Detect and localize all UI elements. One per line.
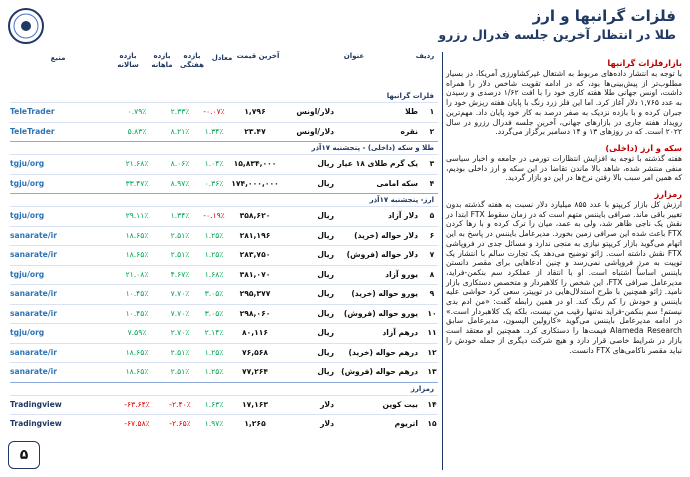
table-row: [10, 245, 438, 265]
row-number: ۱۴: [427, 399, 437, 409]
row-title: درهم حواله (فروش): [341, 367, 418, 376]
row-number: ۶: [429, 230, 435, 240]
company-logo-icon: [6, 6, 46, 46]
row-number: ۳: [429, 159, 435, 168]
row-source: Tradingview: [10, 399, 62, 409]
row-weekly-return: ۱.۲۵٪: [204, 250, 224, 259]
row-unit: دلار: [320, 419, 334, 428]
page-title: فلزات گرانبها و ارز: [532, 7, 676, 25]
row-weekly-return: ۳.۰۵٪: [204, 289, 224, 298]
table-header: [10, 52, 438, 90]
table-row: [10, 206, 438, 226]
row-price: ۷۶,۵۶۸: [241, 347, 269, 357]
row-unit: ریال: [317, 230, 334, 240]
row-title: دلار حواله (خرید): [354, 230, 418, 240]
table-row: [10, 414, 438, 434]
row-yearly-return: ۱۰.۴۵٪: [125, 289, 149, 298]
row-weekly-return: ۱.۳۴٪: [204, 126, 224, 136]
row-source: sanarate/ir: [10, 230, 57, 240]
col-source-header: منبع: [50, 54, 66, 62]
commentary-body-coin-fx: هفته گذشته با توجه به افزایش انتظارات تورمی در جامعه و اخبار سیاسی منفی منتشر شده، شاهد بالا ماندن تقاضا در این سکه و ارز داخلی بودیم، که همین امر سبب بالا رفتن نرخ‌ها در این دو بازار گردید.: [446, 153, 682, 183]
row-source: TeleTrader: [10, 126, 55, 136]
row-yearly-return: ۲۹.۱۱٪: [125, 211, 149, 220]
section-title: فلزات گرانبها: [386, 92, 434, 100]
row-yearly-return: ۱۸.۶۵٪: [125, 367, 149, 376]
page-header: [438, 6, 676, 44]
table-row: [10, 304, 438, 324]
row-price: ۳۵۸,۶۲۰: [239, 211, 271, 220]
col-week-header: بازده هفتگی: [180, 52, 204, 69]
row-source: TeleTrader: [10, 107, 55, 116]
row-title: دلار آزاد: [387, 211, 418, 220]
row-unit: ریال: [317, 211, 334, 220]
row-weekly-return: ۱.۰۴٪: [204, 159, 224, 168]
row-unit: دلار/اونس: [296, 107, 334, 116]
row-number: ۱۳: [427, 367, 437, 376]
col-year-header: بازده سالانه: [117, 52, 139, 69]
row-monthly-return: ۷.۷۰٪: [170, 308, 190, 318]
section-title: ارز- پنجشنبه ۱۷آذر: [10, 193, 438, 206]
table-row: [10, 102, 438, 122]
row-number: ۱۱: [427, 328, 437, 337]
row-yearly-return: ۵.۸۳٪: [127, 126, 147, 136]
row-number: ۵: [429, 211, 435, 220]
row-title: یک گرم طلای ۱۸ عیار: [337, 159, 418, 168]
row-monthly-return: ۲.۵۱٪: [170, 367, 190, 376]
table-body: [10, 90, 438, 434]
row-unit: ریال: [317, 269, 334, 279]
row-unit: ریال: [317, 178, 334, 188]
row-monthly-return: ۸.۰۶٪: [170, 159, 190, 168]
row-weekly-return: -۰.۰۷٪: [203, 107, 225, 116]
table-row: [10, 284, 438, 304]
page-number: ۵: [8, 441, 40, 469]
table-row: [10, 323, 438, 343]
table-row: [10, 343, 438, 363]
row-unit: ریال: [317, 159, 334, 168]
row-price: ۸۰,۱۱۶: [241, 328, 269, 337]
row-source: sanarate/ir: [10, 289, 57, 298]
row-weekly-return: ۱.۶۸٪: [204, 269, 224, 279]
row-number: ۱: [429, 107, 435, 116]
row-number: ۱۰: [427, 308, 437, 318]
row-unit: ریال: [317, 250, 334, 259]
row-yearly-return: ۱۸.۶۵٪: [125, 230, 149, 240]
row-number: ۱۲: [427, 347, 437, 357]
column-divider: [442, 52, 443, 470]
col-name-header: عنوان: [343, 52, 365, 60]
row-source: tgju/org: [10, 269, 45, 279]
row-title: درهم حواله (خرید): [348, 347, 418, 357]
row-monthly-return: -۲.۶۵٪: [169, 419, 191, 428]
row-number: ۲: [429, 126, 435, 136]
page-subtitle: طلا در انتظار آخرین جلسه فدرال رزرو: [438, 27, 676, 42]
row-monthly-return: ۱.۳۴٪: [170, 211, 190, 220]
row-unit: ریال: [317, 289, 334, 298]
row-number: ۱۵: [427, 419, 437, 428]
row-title: یورو آزاد: [385, 269, 418, 279]
row-weekly-return: ۱.۶۳٪: [204, 399, 224, 409]
row-price: ۱۵,۸۳۴,۰۰۰: [233, 159, 277, 168]
table-row: [10, 154, 438, 174]
row-weekly-return: ۳.۰۵٪: [204, 308, 224, 318]
row-number: ۹: [429, 289, 435, 298]
commentary-body-metals: با توجه به انتشار داده‌های مربوط به اشتغال غیرکشاورزی آمریکا، در بسیار مطلوب‌تر از پیش‌بینی‌ها بود، که در ادامه تقویت شاخص دلار را همراه داشت، اونس جهانی طلا هفته کاری خود را با افت ۱/۶۲ درصدی و رسیدن به عدد ۱,۷۶۵ دلار آغاز کرد. اما این فلز زرد رنگ با پایان هفته ریزش خود را جبران کرده و با بازده نزدیک به صفر درصد به کار خود پایان داد. مهم‌ترین رویداد هفته جاری در بازارهای جهانی، آخرین جلسه فدرال رزرو در سال ۲۰۲۲ است. که در روزهای ۱۳ و ۱۴ دسامبر برگزار می‌گردد.: [446, 69, 682, 137]
row-price: ۳۸۱,۰۷۰: [239, 269, 271, 279]
row-unit: دلار: [320, 399, 334, 409]
row-unit: ریال: [317, 308, 334, 318]
row-weekly-return: ۲.۱۴٪: [204, 328, 224, 337]
row-monthly-return: ۸.۲۱٪: [170, 126, 190, 136]
row-weekly-return: ۱.۲۵٪: [204, 347, 224, 357]
row-unit: ریال: [317, 367, 334, 376]
row-price: ۱,۲۶۵: [244, 419, 266, 428]
table-row: [10, 362, 438, 382]
section-title: طلا و سکه (داخلی) - پنجشنبه ۱۷آذر: [10, 141, 438, 154]
row-price: ۱۷۴,۰۰۰,۰۰۰: [231, 178, 279, 188]
row-source: tgju/org: [10, 211, 45, 220]
row-price: ۲۸۱,۱۹۶: [239, 230, 271, 240]
commentary-column: [446, 58, 682, 361]
row-monthly-return: ۲.۵۱٪: [170, 250, 190, 259]
row-price: ۱,۷۹۶: [244, 107, 266, 116]
row-unit: ریال: [317, 328, 334, 337]
row-source: sanarate/ir: [10, 308, 57, 318]
row-number: ۸: [429, 269, 435, 279]
row-monthly-return: -۲.۴۰٪: [169, 399, 191, 409]
market-table: [10, 52, 438, 434]
row-title: نقره: [400, 126, 418, 136]
row-monthly-return: ۲.۵۱٪: [170, 230, 190, 240]
commentary-heading-crypto: رمزارز: [654, 189, 682, 200]
row-title: یورو حواله (خرید): [351, 289, 418, 298]
row-price: ۲۸۳,۷۵۰: [239, 250, 271, 259]
row-monthly-return: ۲.۷۰٪: [170, 328, 190, 337]
row-title: دلار حواله (فروش): [346, 250, 418, 259]
row-source: tgju/org: [10, 159, 45, 168]
row-weekly-return: ۰.۳۶٪: [204, 178, 224, 188]
section-title: رمزارز: [10, 382, 438, 395]
table-row: [10, 174, 438, 194]
table-row: [10, 122, 438, 142]
row-monthly-return: ۲.۵۱٪: [170, 347, 190, 357]
row-source: tgju/org: [10, 328, 45, 337]
row-yearly-return: ۲۱.۰۸٪: [125, 269, 149, 279]
commentary-body-crypto: ارزش کل بازار کریپتو با عدد ۸۵۵ میلیارد دلار نسبت به هفته گذشته بدون تغییر باقی ماند. صرافی بایننس متهم است که در زمان سقوط FTX ابتدا در نقش یک ناجی ظاهر شد، ولی به عمد، میان را ترک کرده و با رها کردن FTX باعث شده این صرافی زمین بخورد. مدیرعامل بایننس در پاسخ به این اتهام می‌گوید بازار کریپتو نیازی به منجی ندارد و مسائل جدی در فروپاشی FTX نقش داشته است. ژائو توضیح می‌دهد یک تجارت سالم با انتشار یک توییت به مرز فروپاشی نمی‌رسد و چنین ادعاهایی برای مقصر دانستن بایننس اساساً اشتباه است. او با انتقاد از عملکرد سم بنکمن-فرايد، مدیرعامل صرافی FTX، این شخص را کلاهبردار و متخصص دستکاری بازار نامید. ژائو همچنین با طرح استدلال‌هایی در توییتر، سعی کرد حواشی علیه بایننس و خودش را کم رنگ کند. او در همین رابطه گفت: «من ادم بدی نیستم! سم بنکمن-فراید نه‌تنها رقیب من نیست، بلکه یک کلاهبردار است.» در ادامه مدیرعامل بایننس می‌گوید «کارولین الیسون، مدیرعامل سابق Alameda Research فیمت‌ها را دستکاری کرد. همچنین او معتقد است بازار در شرایط خاصی قرار دارد و هیچ شرکت دیگری از جمله خودش را نباید مقصر ناکامی‌های FTX دانست.: [446, 200, 682, 355]
row-title: یورو حواله (فروش): [343, 308, 418, 318]
row-price: ۲۹۵,۳۷۷: [239, 289, 271, 298]
table-row: [10, 226, 438, 246]
row-yearly-return: ۱۸.۶۵٪: [125, 250, 149, 259]
col-price-header: آخرین قیمت: [236, 52, 280, 60]
commentary-heading-metals: بازارفلزات گرانبها: [607, 58, 682, 68]
row-source: sanarate/ir: [10, 347, 57, 357]
row-yearly-return: ۰.۷۹٪: [127, 107, 147, 116]
row-number: ۴: [429, 178, 435, 188]
row-monthly-return: ۲.۳۳٪: [170, 107, 190, 116]
row-yearly-return: -۶۳.۶۴٪: [124, 399, 150, 409]
col-unit-header: معادل: [211, 54, 233, 62]
row-source: sanarate/ir: [10, 367, 57, 376]
row-weekly-return: -۰.۱۹٪: [203, 211, 225, 220]
row-number: ۷: [429, 250, 435, 259]
row-monthly-return: ۴.۶۷٪: [170, 269, 190, 279]
row-source: sanarate/ir: [10, 250, 57, 259]
row-title: طلا: [405, 107, 418, 116]
row-title: درهم آزاد: [382, 328, 418, 337]
row-monthly-return: ۸.۹۷٪: [170, 178, 190, 188]
row-yearly-return: ۲۱.۶۸٪: [125, 159, 149, 168]
row-yearly-return: ۱۰.۴۵٪: [125, 308, 149, 318]
row-price: ۱۷,۱۶۳: [241, 399, 269, 409]
row-price: ۲۳.۴۷: [244, 126, 266, 136]
row-weekly-return: ۱.۲۵٪: [204, 230, 224, 240]
row-monthly-return: ۷.۷۰٪: [170, 289, 190, 298]
table-row: [10, 395, 438, 415]
row-title: بیت کوین: [382, 399, 418, 409]
row-unit: دلار/اونس: [296, 126, 334, 136]
row-yearly-return: ۱۸.۶۵٪: [125, 347, 149, 357]
row-yearly-return: ۷.۵۹٪: [127, 328, 147, 337]
row-price: ۷۷,۲۶۴: [241, 367, 269, 376]
row-unit: ریال: [317, 347, 334, 357]
row-yearly-return: ۳۳.۴۷٪: [125, 178, 149, 188]
commentary-heading-coin-fx: سکه و ارز (داخلی): [605, 142, 682, 153]
row-source: tgju/org: [10, 178, 45, 188]
col-num-header: ردیف: [415, 52, 435, 60]
table-row: [10, 265, 438, 285]
row-weekly-return: ۱.۹۷٪: [204, 419, 224, 428]
row-weekly-return: ۱.۲۵٪: [204, 367, 224, 376]
row-yearly-return: -۶۷.۵۸٪: [124, 419, 150, 428]
row-title: سکه امامی: [376, 178, 418, 188]
col-month-header: بازده ماهانه: [151, 52, 173, 69]
row-source: Tradingview: [10, 419, 62, 428]
row-price: ۲۹۸,۰۶۰: [239, 308, 271, 318]
row-title: اتریوم: [394, 419, 418, 428]
